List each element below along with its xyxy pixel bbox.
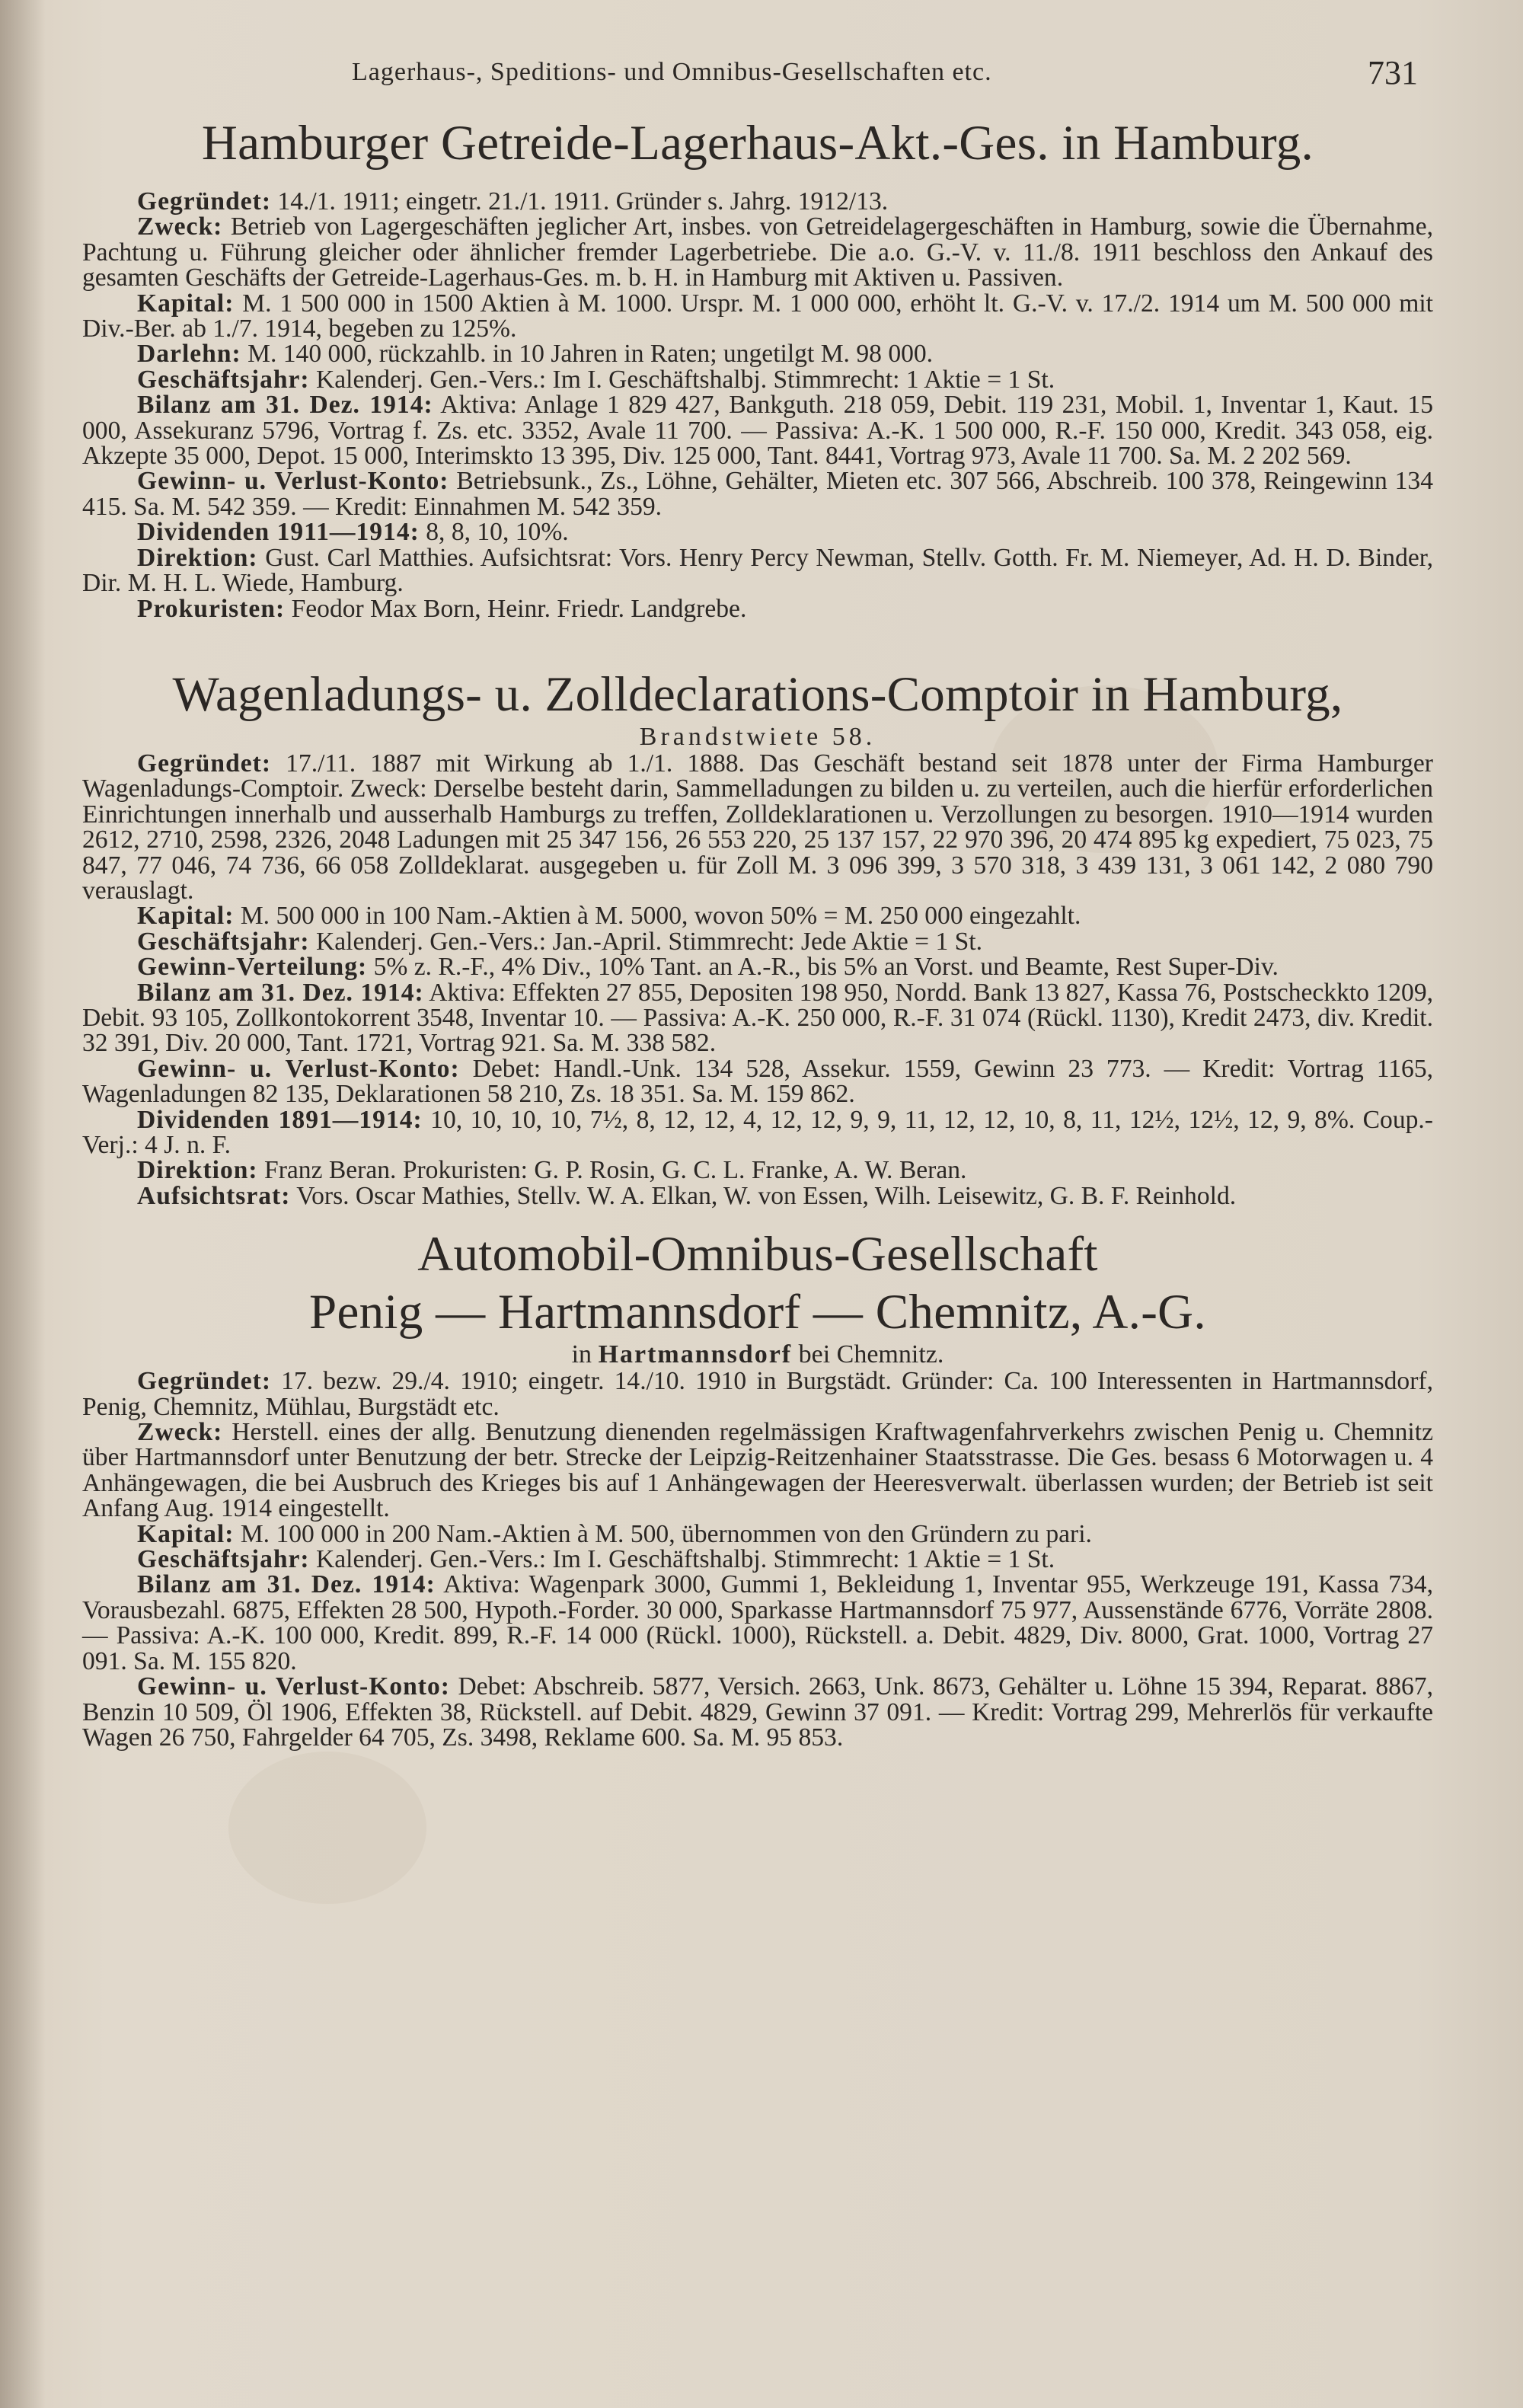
field-label: Gewinn-Verteilung: <box>137 953 368 982</box>
field-text: 17./11. 1887 mit Wirkung ab 1./1. 1888. Das Geschäft bestand seit 1878 unter der Firma Hamburger Wagenladungs-Comptoir. Zweck: Derselbe besteht darin, Sammelladungen zu bilden u. zu verteilen, auch die hierfür erforderlichen Einrichtungen innerhalb und ausserhalb Hamburgs zu treffen, Zolldeklarationen u. Verzollungen zu besorgen. 1910—1914 wurden 2612, 2710, 2598, 2326, 2048 Ladungen mit 25 347 156, 26 553 220, 25 137 157, 22 970 396, 20 474 895 kg expediert, 75 023, 75 847, 77 046, 74 736, 66 058 Zolldeklarat. ausgegeben u. für Zoll M. 3 096 399, 3 570 318, 3 439 131, 3 061 142, 2 080 790 verauslagt. <box>82 749 1433 905</box>
entry-paragraph <box>82 596 1433 621</box>
location-town: Hartmannsdorf <box>598 1340 793 1369</box>
field-label: Gegründet: <box>137 1367 272 1396</box>
field-text: Herstell. eines der allg. Benutzung dienenden regelmässigen Kraftwagenfahrverkehrs zwischen Penig u. Chemnitz über Hartmannsdorf unter Benutzung der betr. Strecke der Leipzig-Reitzenhainer Staatsstrasse. Die Ges. besass 6 Motorwagen u. 4 Anhängewagen, die bei Ausbruch des Krieges bis auf 1 Anhängewagen der Heeresverwalt. überlassen wurden; der Betrieb ist seit Anfang Aug. 1914 eingestellt. <box>82 1418 1433 1523</box>
entry-paragraph <box>82 468 1433 519</box>
field-text: M. 1 500 000 in 1500 Aktien à M. 1000. Urspr. M. 1 000 000, erhöht lt. G.-V. v. 17./2. 1914 um M. 500 000 mit Div.-Ber. ab 1./7. 1914, begeben zu 125%. <box>82 289 1433 343</box>
field-label: Bilanz am 31. Dez. 1914: <box>137 978 424 1007</box>
field-label: Kapital: <box>137 902 235 931</box>
company-title-line2: Penig — Hartmannsdorf — Chemnitz, A.-G. <box>309 1285 1206 1340</box>
page-number: 731 <box>1368 54 1418 91</box>
entry-paragraph <box>82 902 1433 931</box>
field-text: Debet: Abschreib. 5877, Versich. 2663, Unk. 8673, Gehälter u. Löhne 15 394, Reparat. 8867, Benzin 10 509, Öl 1906, Effekten 38, Rückstell. auf Debit. 4829, Gewinn 37 091. — Kredit: Vortrag 299, Mehrerlös für verkaufte Wagen 26 750, Fahrgelder 64 705, Zs. 3498, Reklame 600. Sa. M. 95 853. <box>82 1672 1433 1752</box>
field-text: Gust. Carl Matthies. Aufsichtsrat: Vors. Henry Percy Newman, Stellv. Gotth. Fr. M. Niemeyer, Ad. H. D. Binder, Dir. M. H. L. Wiede, Hamburg. <box>82 543 1433 598</box>
entry-paragraph <box>82 980 1433 1056</box>
field-label: Zweck: <box>137 212 223 241</box>
field-label: Kapital: <box>137 1519 235 1548</box>
entry-paragraph <box>82 1158 1433 1183</box>
company-entry <box>82 1225 1433 1750</box>
company-entry <box>82 666 1433 1209</box>
entry-paragraph <box>82 1107 1433 1158</box>
field-label: Gegründet: <box>137 187 272 216</box>
field-text: M. 500 000 in 100 Nam.-Aktien à M. 5000, wovon 50% = M. 250 000 eingezahlt. <box>240 902 1081 931</box>
company-title: Hamburger Getreide-Lagerhaus-Akt.-Ges. in Hamburg. <box>201 116 1314 171</box>
entry-paragraph <box>82 189 1433 214</box>
entry-paragraph <box>82 391 1433 471</box>
field-label: Bilanz am 31. Dez. 1914: <box>137 391 433 420</box>
field-label: Zweck: <box>137 1418 223 1447</box>
entry-paragraph <box>82 1420 1433 1522</box>
company-location <box>82 1341 1433 1368</box>
entry-paragraph <box>82 953 1433 982</box>
entry-paragraph <box>82 929 1433 954</box>
field-label: Gegründet: <box>137 749 272 778</box>
field-text: M. 140 000, rückzahlb. in 10 Jahren in Raten; ungetilgt M. 98 000. <box>247 340 934 369</box>
entry-paragraph <box>82 1572 1433 1674</box>
field-text: 8, 8, 10, 10%. <box>426 518 569 547</box>
field-text: Feodor Max Born, Heinr. Friedr. Landgrebe. <box>291 594 747 623</box>
company-title: Wagenladungs- u. Zolldeclarations-Comptoir in Hamburg, <box>172 666 1343 722</box>
field-label: Geschäftsjahr: <box>137 365 310 394</box>
entry-paragraph <box>82 1547 1433 1572</box>
field-text: 5% z. R.-F., 4% Div., 10% Tant. an A.-R., bis 5% an Vorst. und Beamte, Rest Super-Div. <box>373 953 1279 982</box>
field-text: M. 100 000 in 200 Nam.-Aktien à M. 500, übernommen von den Gründern zu pari. <box>240 1519 1092 1548</box>
entry-paragraph <box>82 367 1433 392</box>
entry-paragraph <box>82 519 1433 545</box>
field-label: Geschäftsjahr: <box>137 1545 310 1574</box>
field-text: 10, 10, 10, 10, 7½, 8, 12, 12, 4, 12, 12, 9, 9, 11, 12, 12, 10, 8, 11, 12½, 12½, 12, 9, 8%. Coup.-Verj.: 4 J. n. F. <box>82 1105 1433 1159</box>
entry-paragraph <box>82 291 1433 342</box>
location-prefix: in <box>571 1340 592 1369</box>
paper-stain <box>228 1752 426 1904</box>
field-text: Aktiva: Effekten 27 855, Depositen 198 950, Nordd. Bank 13 827, Kassa 76, Postscheckkto 1209, Debit. 93 105, Zollkontokorrent 3548, Inventar 10. — Passiva: A.-K. 250 000, R.-F. 31 074 (Rückl. 1130), Kredit 2473, div. Kredit. 32 391, Div. 20 000, Tant. 1721, Vortrag 921. Sa. M. 338 582. <box>82 978 1433 1058</box>
field-text: Aktiva: Wagenpark 3000, Gummi 1, Bekleidung 1, Inventar 955, Werkzeuge 191, Kassa 734, Vorausbezahl. 6875, Effekten 28 500, Hypoth.-Forder. 30 000, Sparkasse Hartmannsdorf 75 977, Aussenstände 6776, Vorräte 2808. — Passiva: A.-K. 100 000, Kredit. 899, R.-F. 14 000 (Rückl. 1000), Rückstell. a. Debit. 4829, Div. 8000, Grat. 1000, Vortrag 27 091. Sa. M. 155 820. <box>82 1570 1433 1675</box>
field-label: Kapital: <box>137 289 235 318</box>
field-label: Dividenden 1891—1914: <box>137 1105 423 1134</box>
field-label: Gewinn- u. Verlust-Konto: <box>137 467 449 496</box>
entry-paragraph <box>82 751 1433 903</box>
field-text: Kalenderj. Gen.-Vers.: Jan.-April. Stimmrecht: Jede Aktie = 1 St. <box>316 927 983 956</box>
entry-paragraph <box>82 1183 1433 1209</box>
field-label: Geschäftsjahr: <box>137 927 310 956</box>
field-label: Gewinn- u. Verlust-Konto: <box>137 1054 460 1083</box>
field-text: Debet: Handl.-Unk. 134 528, Assekur. 1559, Gewinn 23 773. — Kredit: Vortrag 1165, Wagenladungen 82 135, Deklarationen 58 210, Zs. 18 351. Sa. M. 159 862. <box>82 1054 1434 1109</box>
entry-paragraph <box>82 214 1433 290</box>
field-label: Bilanz am 31. Dez. 1914: <box>137 1570 436 1599</box>
running-head: Lagerhaus-, Speditions- und Omnibus-Gesellschaften etc. <box>352 58 992 86</box>
field-label: Direktion: <box>137 1156 258 1185</box>
field-label: Prokuristen: <box>137 594 286 623</box>
field-text: Vors. Oscar Mathies, Stellv. W. A. Elkan, W. von Essen, Wilh. Leisewitz, G. B. F. Reinhold. <box>296 1181 1237 1210</box>
entry-paragraph <box>82 1674 1433 1750</box>
field-text: 17. bezw. 29./4. 1910; eingetr. 14./10. 1910 in Burgstädt. Gründer: Ca. 100 Interessenten in Hartmannsdorf, Penig, Chemnitz, Mühlau, Burgstädt etc. <box>82 1367 1433 1421</box>
company-entry <box>82 114 1433 621</box>
field-label: Darlehn: <box>137 340 241 369</box>
field-text: 14./1. 1911; eingetr. 21./1. 1911. Gründer s. Jahrg. 1912/13. <box>277 187 889 216</box>
field-label: Direktion: <box>137 543 258 572</box>
field-label: Gewinn- u. Verlust-Konto: <box>137 1672 450 1701</box>
entry-paragraph <box>82 1368 1433 1420</box>
page-body <box>82 114 1433 1750</box>
field-text: Kalenderj. Gen.-Vers.: Im I. Geschäftshalbj. Stimmrecht: 1 Aktie = 1 St. <box>316 365 1055 394</box>
field-text: Franz Beran. Prokuristen: G. P. Rosin, G. C. L. Franke, A. W. Beran. <box>264 1156 967 1185</box>
page-header <box>0 50 1523 96</box>
company-title: Automobil-Omnibus-Gesellschaft <box>417 1227 1098 1282</box>
entry-paragraph <box>82 1056 1433 1107</box>
field-text: Betrieb von Lagergeschäften jeglicher Art, insbes. von Getreidelagergeschäften in Hamburg, sowie die Übernahme, Pachtung u. Führung gleicher oder ähnlicher fremder Lagerbetriebe. Die a.o. G.-V. v. 11./8. 1911 beschloss den Ankauf des gesamten Geschäfts der Getreide-Lagerhaus-Ges. m. b. H. in Hamburg mit Aktiven u. Passiven. <box>82 212 1433 292</box>
binding-shadow <box>0 0 46 2408</box>
field-label: Aufsichtsrat: <box>137 1181 291 1210</box>
company-address: Brandstwiete 58. <box>639 722 876 751</box>
field-text: Aktiva: Anlage 1 829 427, Bankguth. 218 059, Debit. 119 231, Mobil. 1, Inventar 1, Kaut. 15 000, Assekuranz 5796, Vortrag f. Zs. etc. 3352, Avale 11 700. — Passiva: A.-K. 1 500 000, R.-F. 150 000, Kredit. 343 058, eig. Akzepte 35 000, Depot. 15 000, Interimskto 13 395, Div. 125 000, Tant. 8441, Vortrag 973, Avale 11 700. Sa. M. 2 202 569. <box>82 391 1433 471</box>
entry-paragraph <box>82 545 1433 596</box>
entry-paragraph <box>82 340 1433 369</box>
entry-paragraph <box>82 1519 1433 1548</box>
location-suffix: bei Chemnitz. <box>798 1340 944 1369</box>
field-text: Kalenderj. Gen.-Vers.: Im I. Geschäftshalbj. Stimmrecht: 1 Aktie = 1 St. <box>316 1545 1055 1574</box>
field-label: Dividenden 1911—1914: <box>137 518 420 547</box>
field-text: Betriebsunk., Zs., Löhne, Gehälter, Mieten etc. 307 566, Abschreib. 100 378, Reingewinn 134 415. Sa. M. 542 359. — Kredit: Einnahmen M. 542 359. <box>82 467 1433 521</box>
